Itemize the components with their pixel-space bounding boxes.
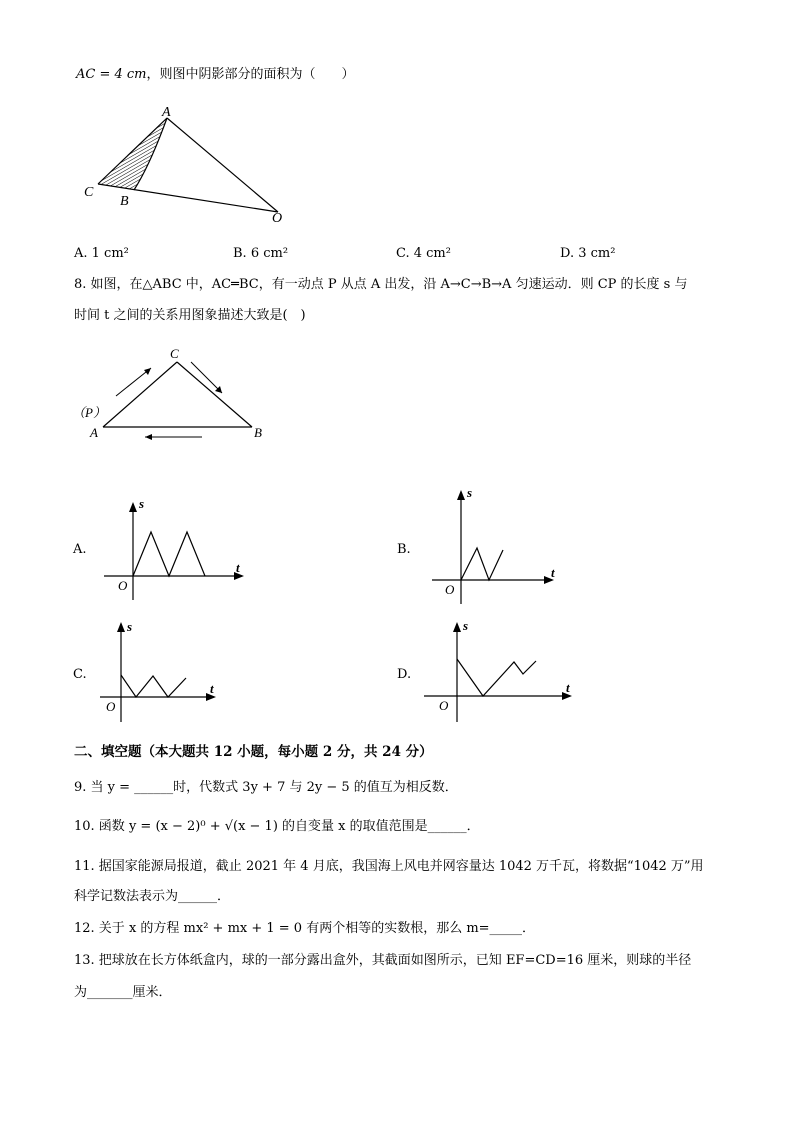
label-c: C <box>170 346 179 361</box>
q11-line2: 科学记数法表示为______． <box>74 889 231 904</box>
q7-option-c: C. 4 cm² <box>396 246 451 261</box>
svg-text:O: O <box>118 578 128 593</box>
q8-option-d-label: D. <box>397 667 412 682</box>
q9-text: 9. 当 y = ______时，代数式 3y + 7 与 2y − 5 的值互为相反数． <box>74 780 458 795</box>
svg-text:O: O <box>445 582 455 597</box>
svg-text:t: t <box>210 681 214 696</box>
q13-line1: 13. 把球放在长方体纸盒内，球的一部分露出盒外，其截面如图所示，已知 EF=CD=16 厘米，则球的半径 <box>74 953 692 968</box>
label-o: O <box>272 211 283 226</box>
label-c: C <box>84 185 94 200</box>
q11-line1: 11. 据国家能源局报道，截止 2021 年 4 月底，我国海上风电并网容量达 1042 万千瓦，将数据“1042 万”用 <box>74 859 704 874</box>
q7-intro-text: ，则图中阴影部分的面积为（ ） <box>146 67 355 82</box>
q8-option-b-label: B. <box>397 542 411 557</box>
svg-text:s: s <box>467 485 473 500</box>
svg-text:O: O <box>106 699 116 714</box>
q8-line2: 时间 t 之间的关系用图象描述大致是( ) <box>74 308 306 323</box>
q8-option-a-label: A. <box>73 542 87 557</box>
q7-intro-math: AC = 4 cm <box>76 67 147 82</box>
svg-text:O: O <box>439 698 449 713</box>
label-a: A <box>90 425 98 440</box>
q8-option-c-label: C. <box>73 667 87 682</box>
svg-text:t: t <box>551 565 555 580</box>
q7-option-a: A. 1 cm² <box>74 246 129 261</box>
label-p: （P） <box>72 405 106 420</box>
label-b: B <box>254 425 262 440</box>
label-b: B <box>120 194 129 209</box>
svg-text:t: t <box>236 560 240 575</box>
q7-option-d: D. 3 cm² <box>560 246 616 261</box>
q8-line1: 8. 如图，在△ABC 中，AC═BC，有一动点 P 从点 A 出发，沿 A→C→B→A 匀速运动．则 CP 的长度 s 与 <box>74 277 688 292</box>
graph-d-curve <box>457 659 536 696</box>
label-a: A <box>162 105 171 120</box>
q12-text: 12. 关于 x 的方程 mx² + mx + 1 = 0 有两个相等的实数根，那么 m=_____． <box>74 921 536 936</box>
svg-text:t: t <box>566 680 570 695</box>
section2-title: 二、填空题（本大题共 12 小题，每小题 2 分，共 24 分） <box>74 744 433 760</box>
svg-text:s: s <box>139 496 145 511</box>
svg-text:s: s <box>463 618 469 633</box>
q10-text: 10. 函数 y = (x − 2)⁰ + √(x − 1) 的自变量 x 的取值范围是______． <box>74 819 480 834</box>
svg-text:s: s <box>127 619 133 634</box>
q7-option-b: B. 6 cm² <box>233 246 289 261</box>
q13-line2: 为_______厘米． <box>74 985 172 1000</box>
